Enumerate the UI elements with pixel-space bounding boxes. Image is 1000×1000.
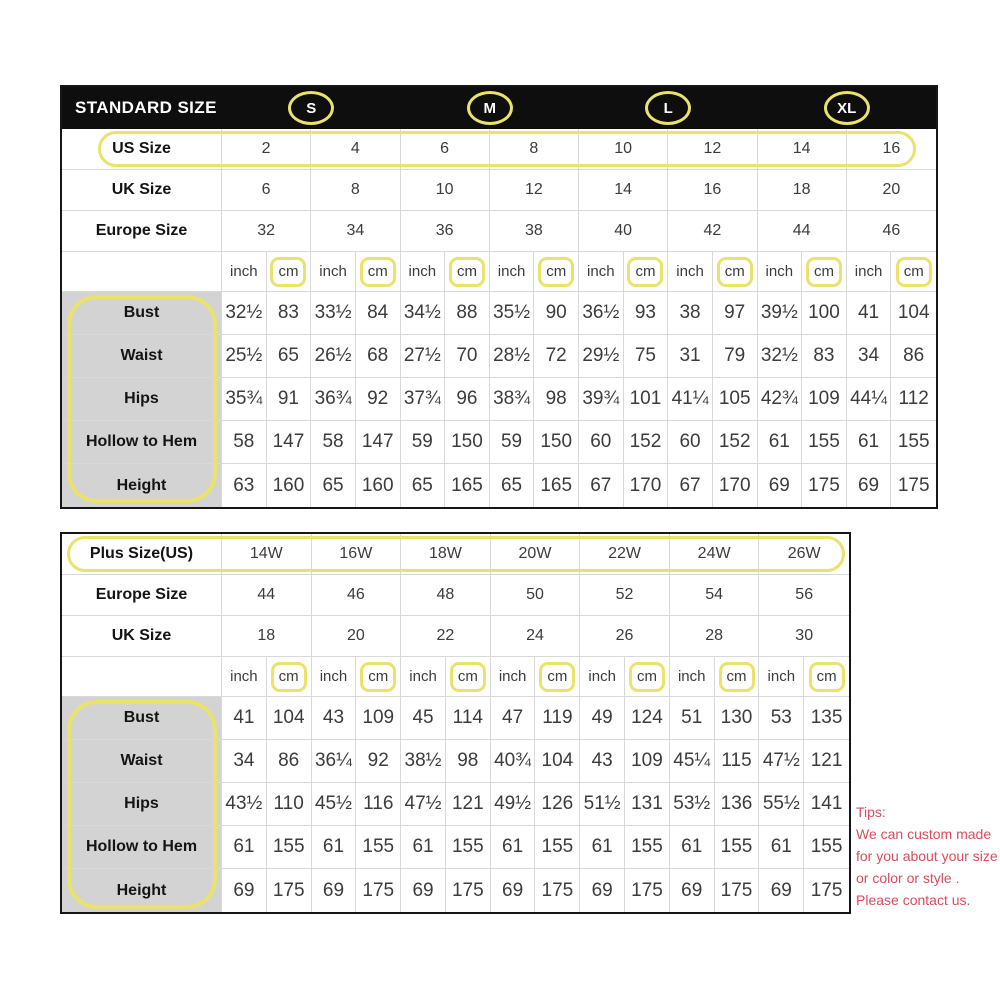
row-label: Hollow to Hem xyxy=(62,826,222,868)
size-value-cell: 54 xyxy=(670,575,760,615)
inch-value-cell: 61 xyxy=(670,826,715,868)
inch-value-cell: 60 xyxy=(579,421,624,463)
cm-value-cell: 121 xyxy=(810,750,843,771)
tips-note xyxy=(856,801,998,911)
cm-value-cell: 175 xyxy=(802,464,847,507)
size-value-cell: 18 xyxy=(758,170,847,210)
cm-value-cell: 104 xyxy=(267,697,312,739)
cm-value-cell: 101 xyxy=(624,378,669,420)
table-row xyxy=(62,869,849,912)
inch-unit-cell: inch xyxy=(401,657,446,696)
row-label: Bust xyxy=(62,292,222,334)
inch-value-cell: 59 xyxy=(490,421,535,463)
cm-highlight-box: cm xyxy=(449,257,485,287)
cm-value-cell: 84 xyxy=(356,292,401,334)
size-value-cell: 10 xyxy=(579,129,668,169)
inch-value-cell: 51 xyxy=(670,697,715,739)
table-row xyxy=(62,421,936,464)
cm-unit-cell xyxy=(625,657,670,696)
row-label: Hips xyxy=(62,783,222,825)
size-value-cell: 42 xyxy=(668,211,757,251)
table-row xyxy=(62,697,849,740)
inch-value-cell: 45¼ xyxy=(670,740,715,782)
inch-value-cell: 36½ xyxy=(579,292,624,334)
row-label: Bust xyxy=(62,697,222,739)
inch-value-cell: 37¾ xyxy=(401,378,446,420)
unit-row-label xyxy=(62,657,222,696)
cm-unit-cell xyxy=(446,657,491,696)
table-row xyxy=(62,826,849,869)
cm-value-cell: 83 xyxy=(267,292,312,334)
cm-value-cell: 97 xyxy=(713,292,758,334)
cm-unit-cell xyxy=(715,657,760,696)
inch-value-cell: 40¾ xyxy=(491,740,536,782)
cm-value-cell: 109 xyxy=(802,378,847,420)
size-value-cell: 36 xyxy=(401,211,490,251)
cm-value-cell: 65 xyxy=(267,335,312,377)
cm-value-cell: 98 xyxy=(534,378,579,420)
cm-value-cell: 110 xyxy=(267,783,312,825)
row-label: UK Size xyxy=(62,616,222,656)
size-value-cell: 6 xyxy=(401,129,490,169)
cm-value-cell: 79 xyxy=(713,335,758,377)
inch-value-cell: 61 xyxy=(491,826,536,868)
cm-highlight-box: cm xyxy=(270,257,306,287)
inch-value-cell: 45 xyxy=(401,697,446,739)
inch-value-cell: 69 xyxy=(312,869,357,912)
inch-value-cell: 38¾ xyxy=(490,378,535,420)
cm-highlight-box: cm xyxy=(539,662,575,692)
row-label: Europe Size xyxy=(62,211,222,251)
table-row xyxy=(62,783,849,826)
inch-value-cell: 53 xyxy=(759,697,804,739)
size-value-cell: 38 xyxy=(490,211,579,251)
cm-value-cell: 155 xyxy=(625,826,670,868)
cm-value-cell: 155 xyxy=(356,826,401,868)
cm-value-cell: 155 xyxy=(897,431,930,452)
inch-unit-cell: inch xyxy=(312,657,357,696)
size-value-cell: 46 xyxy=(882,222,901,239)
cm-highlight-box: cm xyxy=(717,257,753,287)
cm-unit-cell xyxy=(267,252,312,291)
cm-value-cell: 152 xyxy=(713,421,758,463)
cm-value-cell: 160 xyxy=(356,464,401,507)
cm-highlight-box: cm xyxy=(627,257,663,287)
cm-value-cell: 175 xyxy=(535,869,580,912)
size-value-cell: 30 xyxy=(795,627,814,644)
size-value-cell: 18W xyxy=(401,534,491,574)
cm-value-cell: 175 xyxy=(810,879,843,901)
cm-value-cell: 124 xyxy=(625,697,670,739)
size-value-cell: 40 xyxy=(579,211,668,251)
inch-value-cell: 43 xyxy=(580,740,625,782)
inch-value-cell: 61 xyxy=(312,826,357,868)
cm-highlight-box: cm xyxy=(538,257,574,287)
cm-highlight-box: cm xyxy=(271,662,307,692)
size-letter-cell xyxy=(579,87,758,129)
inch-unit-cell: inch xyxy=(401,252,446,291)
size-value-cell: 20W xyxy=(491,534,581,574)
inch-unit-cell: inch xyxy=(311,252,356,291)
inch-value-cell: 36¼ xyxy=(312,740,357,782)
cm-value-cell: 114 xyxy=(446,697,491,739)
inch-value-cell: 69 xyxy=(759,869,804,912)
inch-value-cell: 49 xyxy=(580,697,625,739)
cm-value-cell: 126 xyxy=(535,783,580,825)
inch-value-cell: 67 xyxy=(668,464,713,507)
tips-line: We can custom made xyxy=(856,826,992,842)
inch-unit-cell: inch xyxy=(758,252,803,291)
inch-value-cell: 51½ xyxy=(580,783,625,825)
inch-value-cell: 28½ xyxy=(490,335,535,377)
cm-value-cell: 155 xyxy=(715,826,760,868)
table-row xyxy=(62,87,936,129)
cm-unit-cell xyxy=(356,657,401,696)
size-letter-badge: M xyxy=(467,91,513,125)
cm-value-cell: 100 xyxy=(802,292,847,334)
row-label: US Size xyxy=(62,129,222,169)
cm-highlight-box: cm xyxy=(360,662,396,692)
size-value-cell: 12 xyxy=(668,129,757,169)
cm-value-cell: 175 xyxy=(897,474,930,496)
size-value-cell: 26 xyxy=(580,616,670,656)
inch-value-cell: 27½ xyxy=(401,335,446,377)
size-value-cell: 50 xyxy=(491,575,581,615)
cm-value-cell: 116 xyxy=(356,783,401,825)
size-value-cell: 56 xyxy=(795,586,814,603)
cm-value-cell: 152 xyxy=(624,421,669,463)
size-value-cell: 20 xyxy=(312,616,402,656)
row-label: Waist xyxy=(62,335,222,377)
size-value-cell: 6 xyxy=(222,170,311,210)
inch-value-cell: 43½ xyxy=(222,783,267,825)
tips-title: Tips: xyxy=(856,804,886,820)
inch-value-cell: 55½ xyxy=(759,783,804,825)
inch-value-cell: 69 xyxy=(491,869,536,912)
cm-value-cell: 155 xyxy=(810,836,843,857)
cm-value-cell: 72 xyxy=(534,335,579,377)
cm-highlight-box: cm xyxy=(629,662,665,692)
cm-value-cell: 170 xyxy=(713,464,758,507)
row-label: Europe Size xyxy=(62,575,222,615)
table-row xyxy=(62,464,936,507)
cm-highlight-box: cm xyxy=(450,662,486,692)
size-value-cell: 32 xyxy=(222,211,311,251)
size-letter-badge: XL xyxy=(824,91,870,125)
tips-line: for you about your size xyxy=(856,848,998,864)
table-row xyxy=(62,292,936,335)
cm-value-cell: 175 xyxy=(267,869,312,912)
cm-value-cell: 96 xyxy=(445,378,490,420)
inch-value-cell: 32½ xyxy=(758,335,803,377)
size-value-cell: 44 xyxy=(758,211,847,251)
size-value-cell: 48 xyxy=(401,575,491,615)
cm-value-cell: 70 xyxy=(445,335,490,377)
inch-unit-cell: inch xyxy=(222,252,267,291)
inch-value-cell: 61 xyxy=(758,421,803,463)
cm-value-cell: 175 xyxy=(715,869,760,912)
inch-value-cell: 47½ xyxy=(759,740,804,782)
inch-value-cell: 34½ xyxy=(401,292,446,334)
inch-value-cell: 45½ xyxy=(312,783,357,825)
tips-line: Please contact us. xyxy=(856,892,971,908)
inch-value-cell: 69 xyxy=(580,869,625,912)
cm-unit-cell xyxy=(713,252,758,291)
cm-value-cell: 92 xyxy=(356,740,401,782)
inch-value-cell: 41¼ xyxy=(668,378,713,420)
inch-value-cell: 47½ xyxy=(401,783,446,825)
table-row xyxy=(62,170,936,211)
plus-size-chart xyxy=(60,532,851,914)
inch-value-cell: 63 xyxy=(222,464,267,507)
cm-unit-cell xyxy=(535,657,580,696)
table-row xyxy=(62,129,936,170)
size-letter-badge: L xyxy=(645,91,691,125)
inch-value-cell: 38 xyxy=(668,292,713,334)
cm-value-cell: 92 xyxy=(356,378,401,420)
inch-value-cell: 39½ xyxy=(758,292,803,334)
cm-unit-cell xyxy=(445,252,490,291)
size-value-cell: 12 xyxy=(490,170,579,210)
size-value-cell: 44 xyxy=(222,575,312,615)
tips-line: or color or style . xyxy=(856,870,960,886)
inch-value-cell: 58 xyxy=(222,421,267,463)
inch-value-cell: 26½ xyxy=(311,335,356,377)
cm-value-cell: 175 xyxy=(356,869,401,912)
size-letter-cell xyxy=(758,87,937,129)
inch-value-cell: 41 xyxy=(222,697,267,739)
table-row xyxy=(62,657,849,697)
cm-value-cell: 130 xyxy=(715,697,760,739)
inch-value-cell: 25½ xyxy=(222,335,267,377)
cm-highlight-box: cm xyxy=(896,257,932,287)
table-row xyxy=(62,378,936,421)
cm-unit-cell xyxy=(804,657,849,696)
cm-value-cell: 155 xyxy=(267,826,312,868)
row-label: Height xyxy=(62,464,222,507)
size-value-cell: 46 xyxy=(312,575,402,615)
size-value-cell: 18 xyxy=(222,616,312,656)
cm-value-cell: 104 xyxy=(535,740,580,782)
size-value-cell: 8 xyxy=(311,170,400,210)
inch-value-cell: 53½ xyxy=(670,783,715,825)
table-title: STANDARD SIZE xyxy=(75,98,217,117)
cm-value-cell: 75 xyxy=(624,335,669,377)
cm-value-cell: 98 xyxy=(446,740,491,782)
size-value-cell: 16W xyxy=(312,534,402,574)
row-label: Hips xyxy=(62,378,222,420)
cm-unit-cell xyxy=(891,252,936,291)
inch-value-cell: 65 xyxy=(490,464,535,507)
inch-value-cell: 35¾ xyxy=(222,378,267,420)
row-label: Height xyxy=(62,869,222,912)
size-value-cell: 24W xyxy=(670,534,760,574)
inch-value-cell: 59 xyxy=(401,421,446,463)
inch-value-cell: 69 xyxy=(401,869,446,912)
row-label: UK Size xyxy=(62,170,222,210)
cm-value-cell: 155 xyxy=(802,421,847,463)
inch-value-cell: 69 xyxy=(222,869,267,912)
inch-value-cell: 34 xyxy=(847,335,892,377)
inch-value-cell: 61 xyxy=(401,826,446,868)
cm-value-cell: 141 xyxy=(810,793,843,814)
inch-value-cell: 61 xyxy=(847,421,892,463)
inch-value-cell: 61 xyxy=(580,826,625,868)
inch-value-cell: 39¾ xyxy=(579,378,624,420)
cm-value-cell: 90 xyxy=(534,292,579,334)
inch-unit-cell: inch xyxy=(490,252,535,291)
inch-value-cell: 44¼ xyxy=(847,378,892,420)
size-value-cell: 52 xyxy=(580,575,670,615)
cm-value-cell: 136 xyxy=(715,783,760,825)
row-label: Plus Size(US) xyxy=(62,534,222,574)
table-row xyxy=(62,575,849,616)
cm-value-cell: 170 xyxy=(624,464,669,507)
table-row xyxy=(62,252,936,292)
size-value-cell: 26W xyxy=(787,545,821,562)
row-label: Waist xyxy=(62,740,222,782)
size-value-cell: 22 xyxy=(401,616,491,656)
table-row xyxy=(62,534,849,575)
inch-value-cell: 65 xyxy=(401,464,446,507)
inch-value-cell: 69 xyxy=(670,869,715,912)
cm-value-cell: 175 xyxy=(446,869,491,912)
size-value-cell: 24 xyxy=(491,616,581,656)
inch-value-cell: 61 xyxy=(222,826,267,868)
inch-unit-cell: inch xyxy=(668,252,713,291)
cm-unit-cell xyxy=(802,252,847,291)
cm-value-cell: 86 xyxy=(267,740,312,782)
cm-value-cell: 91 xyxy=(267,378,312,420)
inch-value-cell: 35½ xyxy=(490,292,535,334)
cm-value-cell: 105 xyxy=(713,378,758,420)
inch-value-cell: 32½ xyxy=(222,292,267,334)
cm-value-cell: 109 xyxy=(625,740,670,782)
inch-value-cell: 29½ xyxy=(579,335,624,377)
inch-value-cell: 43 xyxy=(312,697,357,739)
cm-unit-cell xyxy=(267,657,312,696)
cm-highlight-box: cm xyxy=(360,257,396,287)
cm-value-cell: 104 xyxy=(897,302,930,323)
cm-value-cell: 147 xyxy=(267,421,312,463)
unit-row-label xyxy=(62,252,222,291)
standard-size-chart xyxy=(60,85,938,509)
inch-value-cell: 47 xyxy=(491,697,536,739)
cm-value-cell: 165 xyxy=(534,464,579,507)
cm-value-cell: 150 xyxy=(534,421,579,463)
inch-value-cell: 36¾ xyxy=(311,378,356,420)
table-row xyxy=(62,616,849,657)
inch-value-cell: 60 xyxy=(668,421,713,463)
inch-value-cell: 38½ xyxy=(401,740,446,782)
cm-value-cell: 155 xyxy=(446,826,491,868)
inch-value-cell: 41 xyxy=(847,292,892,334)
cm-value-cell: 93 xyxy=(624,292,669,334)
cm-value-cell: 155 xyxy=(535,826,580,868)
cm-value-cell: 165 xyxy=(445,464,490,507)
cm-value-cell: 109 xyxy=(356,697,401,739)
size-letter-cell xyxy=(401,87,580,129)
inch-value-cell: 49½ xyxy=(491,783,536,825)
size-value-cell: 34 xyxy=(311,211,400,251)
cm-value-cell: 88 xyxy=(445,292,490,334)
size-value-cell: 2 xyxy=(222,129,311,169)
cm-value-cell: 175 xyxy=(625,869,670,912)
size-value-cell: 14 xyxy=(758,129,847,169)
row-label: Hollow to Hem xyxy=(62,421,222,463)
inch-unit-cell: inch xyxy=(847,252,892,291)
size-value-cell: 28 xyxy=(670,616,760,656)
cm-highlight-box: cm xyxy=(719,662,755,692)
inch-value-cell: 42¾ xyxy=(758,378,803,420)
inch-value-cell: 58 xyxy=(311,421,356,463)
table-row xyxy=(62,335,936,378)
cm-value-cell: 131 xyxy=(625,783,670,825)
cm-value-cell: 119 xyxy=(535,697,580,739)
inch-value-cell: 33½ xyxy=(311,292,356,334)
cm-value-cell: 115 xyxy=(715,740,760,782)
inch-value-cell: 65 xyxy=(311,464,356,507)
cm-value-cell: 83 xyxy=(802,335,847,377)
table-row xyxy=(62,740,849,783)
cm-unit-cell xyxy=(624,252,669,291)
inch-value-cell: 31 xyxy=(668,335,713,377)
cm-value-cell: 86 xyxy=(903,345,925,366)
inch-unit-cell: inch xyxy=(222,657,267,696)
cm-unit-cell xyxy=(356,252,401,291)
size-value-cell: 16 xyxy=(668,170,757,210)
cm-value-cell: 68 xyxy=(356,335,401,377)
cm-unit-cell xyxy=(534,252,579,291)
table-row xyxy=(62,211,936,252)
size-letter-cell xyxy=(222,87,401,129)
size-value-cell: 14 xyxy=(579,170,668,210)
inch-value-cell: 67 xyxy=(579,464,624,507)
size-letter-badge: S xyxy=(288,91,334,125)
size-value-cell: 8 xyxy=(490,129,579,169)
cm-value-cell: 150 xyxy=(445,421,490,463)
cm-value-cell: 112 xyxy=(898,388,929,409)
inch-value-cell: 69 xyxy=(847,464,892,507)
size-value-cell: 20 xyxy=(882,181,901,198)
size-value-cell: 10 xyxy=(401,170,490,210)
inch-value-cell: 34 xyxy=(222,740,267,782)
size-value-cell: 14W xyxy=(222,534,312,574)
cm-value-cell: 121 xyxy=(446,783,491,825)
inch-unit-cell: inch xyxy=(670,657,715,696)
tips-lines xyxy=(856,823,998,911)
size-value-cell: 4 xyxy=(311,129,400,169)
cm-value-cell: 147 xyxy=(356,421,401,463)
cm-value-cell: 160 xyxy=(267,464,312,507)
size-value-cell: 16 xyxy=(882,140,901,157)
inch-unit-cell: inch xyxy=(759,657,804,696)
cm-highlight-box: cm xyxy=(809,662,845,692)
inch-unit-cell: inch xyxy=(580,657,625,696)
inch-value-cell: 69 xyxy=(758,464,803,507)
size-value-cell: 22W xyxy=(580,534,670,574)
cm-highlight-box: cm xyxy=(806,257,842,287)
cm-value-cell: 135 xyxy=(810,707,843,728)
inch-value-cell: 61 xyxy=(759,826,804,868)
inch-unit-cell: inch xyxy=(579,252,624,291)
inch-unit-cell: inch xyxy=(491,657,536,696)
